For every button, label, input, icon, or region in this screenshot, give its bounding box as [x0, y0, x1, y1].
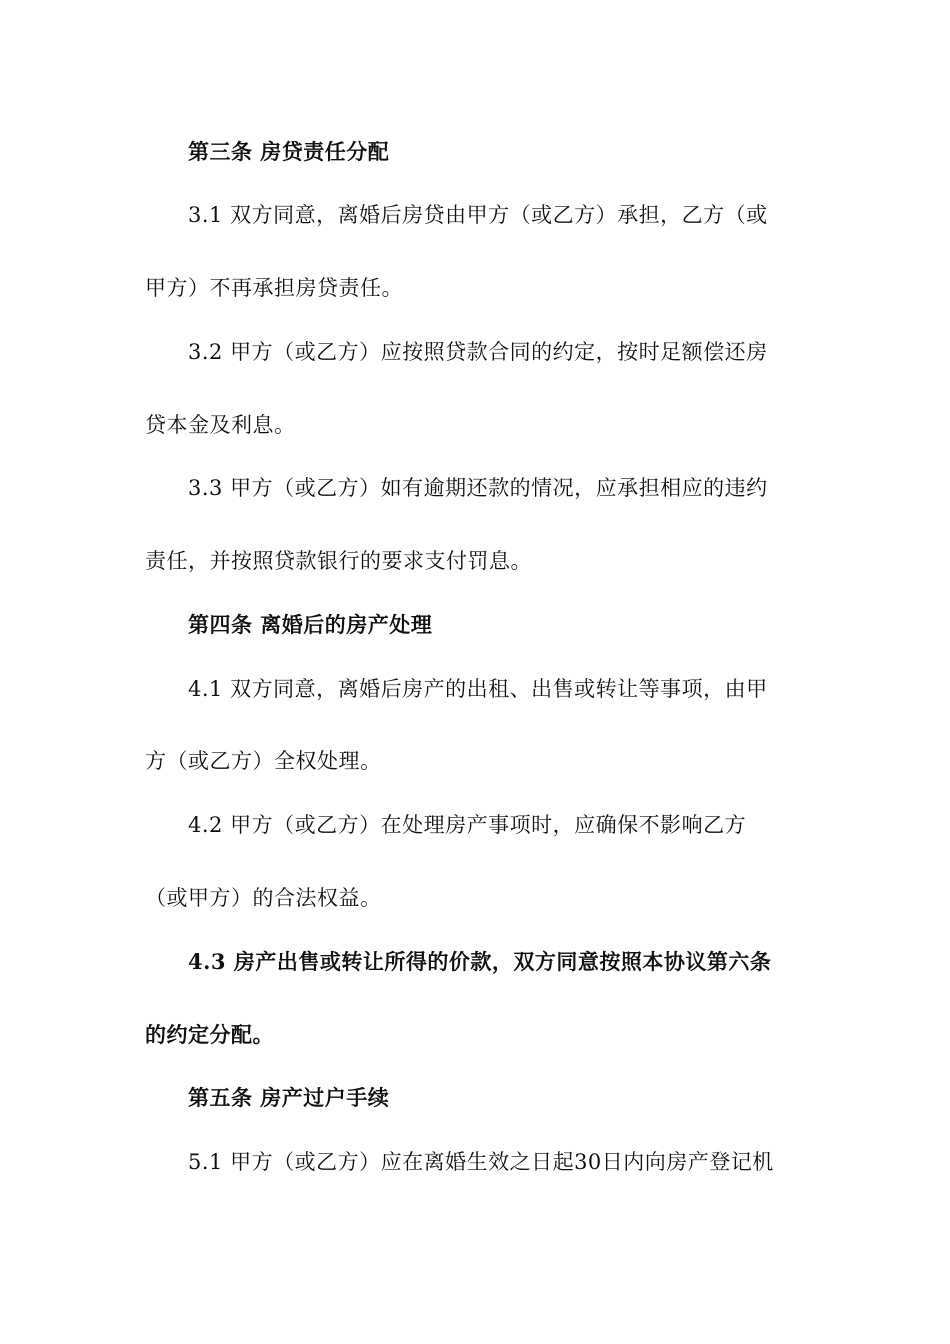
clause-3-2-line-2: 贷本金及利息。 [145, 413, 296, 437]
section-heading-5: 第五条 房产过户手续 [188, 1085, 390, 1110]
section-heading-4: 第四条 离婚后的房产处理 [188, 612, 433, 637]
clause-4-2-line-1: 4.2 甲方（或乙方）在处理房产事项时，应确保不影响乙方 [188, 813, 747, 837]
clause-4-2-line-2: （或甲方）的合法权益。 [145, 886, 382, 910]
clause-4-3-line-1: 4.3 房产出售或转让所得的价款，双方同意按照本协议第六条 [188, 949, 772, 974]
section-heading-3: 第三条 房贷责任分配 [188, 139, 390, 164]
clause-3-1-line-2: 甲方）不再承担房贷责任。 [145, 276, 403, 300]
clause-3-2-line-1: 3.2 甲方（或乙方）应按照贷款合同的约定，按时足额偿还房 [188, 340, 768, 364]
clause-3-1-line-1: 3.1 双方同意，离婚后房贷由甲方（或乙方）承担，乙方（或 [188, 203, 768, 227]
clause-3-3-line-1: 3.3 甲方（或乙方）如有逾期还款的情况，应承担相应的违约 [188, 476, 768, 500]
clause-4-1-line-1: 4.1 双方同意，离婚后房产的出租、出售或转让等事项，由甲 [188, 677, 768, 701]
clause-4-3-line-2: 的约定分配。 [145, 1022, 274, 1047]
clause-3-3-line-2: 责任，并按照贷款银行的要求支付罚息。 [145, 549, 532, 573]
clause-5-1-line-1: 5.1 甲方（或乙方）应在离婚生效之日起30日内向房产登记机 [188, 1150, 774, 1174]
clause-4-1-line-2: 方（或乙方）全权处理。 [145, 749, 382, 773]
